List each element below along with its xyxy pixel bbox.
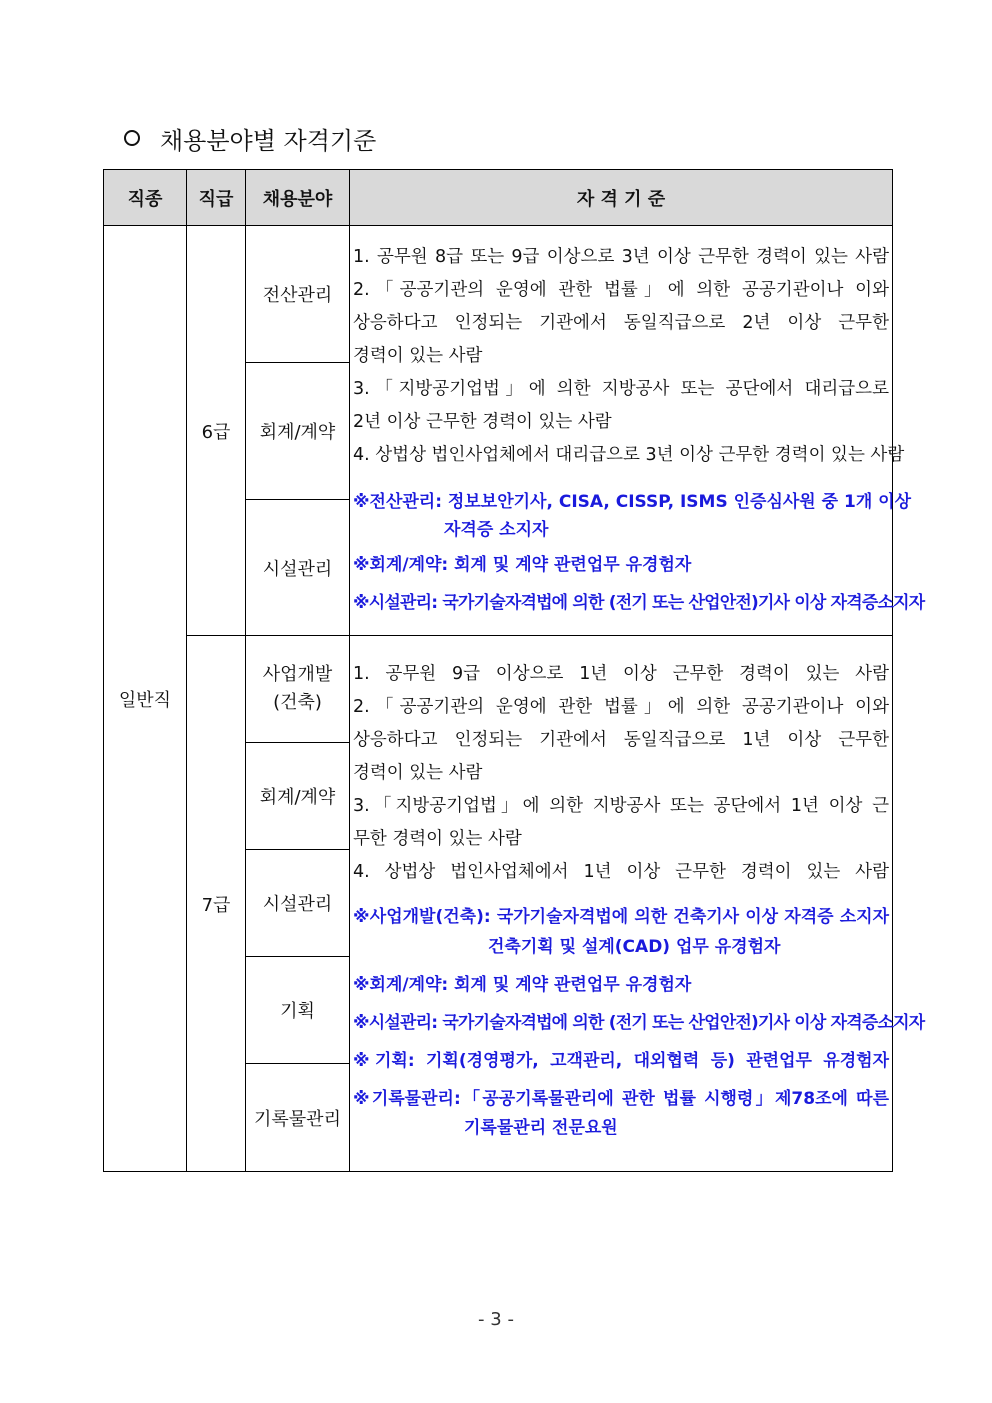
field-records-management: 기록물관리 — [245, 1063, 350, 1172]
criteria-line: 4. 상법상 법인사업체에서 1년 이상 근무한 경력이 있는 사람 — [353, 862, 889, 882]
note-line: ※기획: 기획(경영평가, 고객관리, 대외협력 등) 관련업무 유경험자 — [353, 1051, 889, 1071]
note-line: ※시설관리: 국가기술자격법에 의한 (전기 또는 산업안전)기사 이상 자격증소지자 — [353, 593, 925, 613]
page-number: - 3 - — [478, 1309, 514, 1330]
note-line: ※사업개발(건축): 국가기술자격법에 의한 건축기사 이상 자격증 소지자 — [353, 907, 889, 927]
field-facility-management: 시설관리 — [245, 849, 350, 957]
criteria-line: 2.「공공기관의 운영에 관한 법률」에 의한 공공기관이나 이와 — [353, 697, 889, 717]
criteria-line: 2년 이상 근무한 경력이 있는 사람 — [353, 412, 612, 432]
field-accounting-contract: 회계/계약 — [245, 742, 350, 850]
criteria-line: 2.「공공기관의 운영에 관한 법률」에 의한 공공기관이나 이와 — [353, 280, 889, 300]
note-line: ※기록물관리:「공공기록물관리에 관한 법률 시행령」제78조에 따른 — [353, 1089, 889, 1109]
criteria-line: 4. 상법상 법인사업체에서 대리급으로 3년 이상 근무한 경력이 있는 사람 — [353, 445, 905, 465]
field-accounting-contract: 회계/계약 — [245, 362, 350, 500]
circle-bullet-icon — [124, 130, 140, 146]
header-job-type: 직종 — [103, 169, 187, 226]
note-line: 자격증 소지자 — [444, 520, 549, 540]
criteria-line: 1. 공무원 9급 이상으로 1년 이상 근무한 경력이 있는 사람 — [353, 664, 889, 684]
criteria-line: 3.「지방공기업법」에 의한 지방공사 또는 공단에서 1년 이상 근 — [353, 796, 889, 816]
note-line: 기록물관리 전문요원 — [464, 1118, 618, 1138]
header-criteria: 자 격 기 준 — [349, 169, 893, 226]
criteria-line: 경력이 있는 사람 — [353, 763, 483, 783]
section-title — [124, 118, 376, 158]
qualification-table — [103, 169, 925, 1172]
note-line: 건축기획 및 설계(CAD) 업무 유경험자 — [488, 937, 781, 957]
field-facility-management: 시설관리 — [245, 499, 350, 636]
note-line: ※회계/계약: 회계 및 계약 관련업무 유경험자 — [353, 975, 692, 995]
grade6-cell: 6급 — [186, 225, 246, 636]
criteria-line: 1. 공무원 8급 또는 9급 이상으로 3년 이상 근무한 경력이 있는 사람 — [353, 247, 889, 267]
field-business-development: 사업개발 (건축) — [245, 635, 350, 743]
section-title-text: 채용분야별 자격기준 — [160, 126, 377, 155]
field-planning: 기획 — [245, 956, 350, 1064]
criteria-line: 무한 경력이 있는 사람 — [353, 829, 522, 849]
note-line: ※회계/계약: 회계 및 계약 관련업무 유경험자 — [353, 555, 692, 575]
grade7-cell: 7급 — [186, 635, 246, 1172]
grade6-criteria — [349, 225, 925, 636]
criteria-line: 경력이 있는 사람 — [353, 346, 483, 366]
criteria-line: 상응하다고 인정되는 기관에서 동일직급으로 1년 이상 근무한 — [353, 730, 889, 750]
note-line: ※시설관리: 국가기술자격법에 의한 (전기 또는 산업안전)기사 이상 자격증소지자 — [353, 1013, 925, 1033]
grade7-criteria — [349, 635, 925, 1172]
header-grade: 직급 — [186, 169, 246, 226]
header-field: 채용분야 — [245, 169, 350, 226]
criteria-line: 3.「지방공기업법」에 의한 지방공사 또는 공단에서 대리급으로 — [353, 379, 889, 399]
criteria-line: 상응하다고 인정되는 기관에서 동일직급으로 2년 이상 근무한 — [353, 313, 889, 333]
field-it-management: 전산관리 — [245, 225, 350, 363]
job-type-cell: 일반직 — [103, 225, 187, 1172]
note-line: ※전산관리: 정보보안기사, CISA, CISSP, ISMS 인증심사원 중 1개 이상 — [353, 492, 912, 512]
